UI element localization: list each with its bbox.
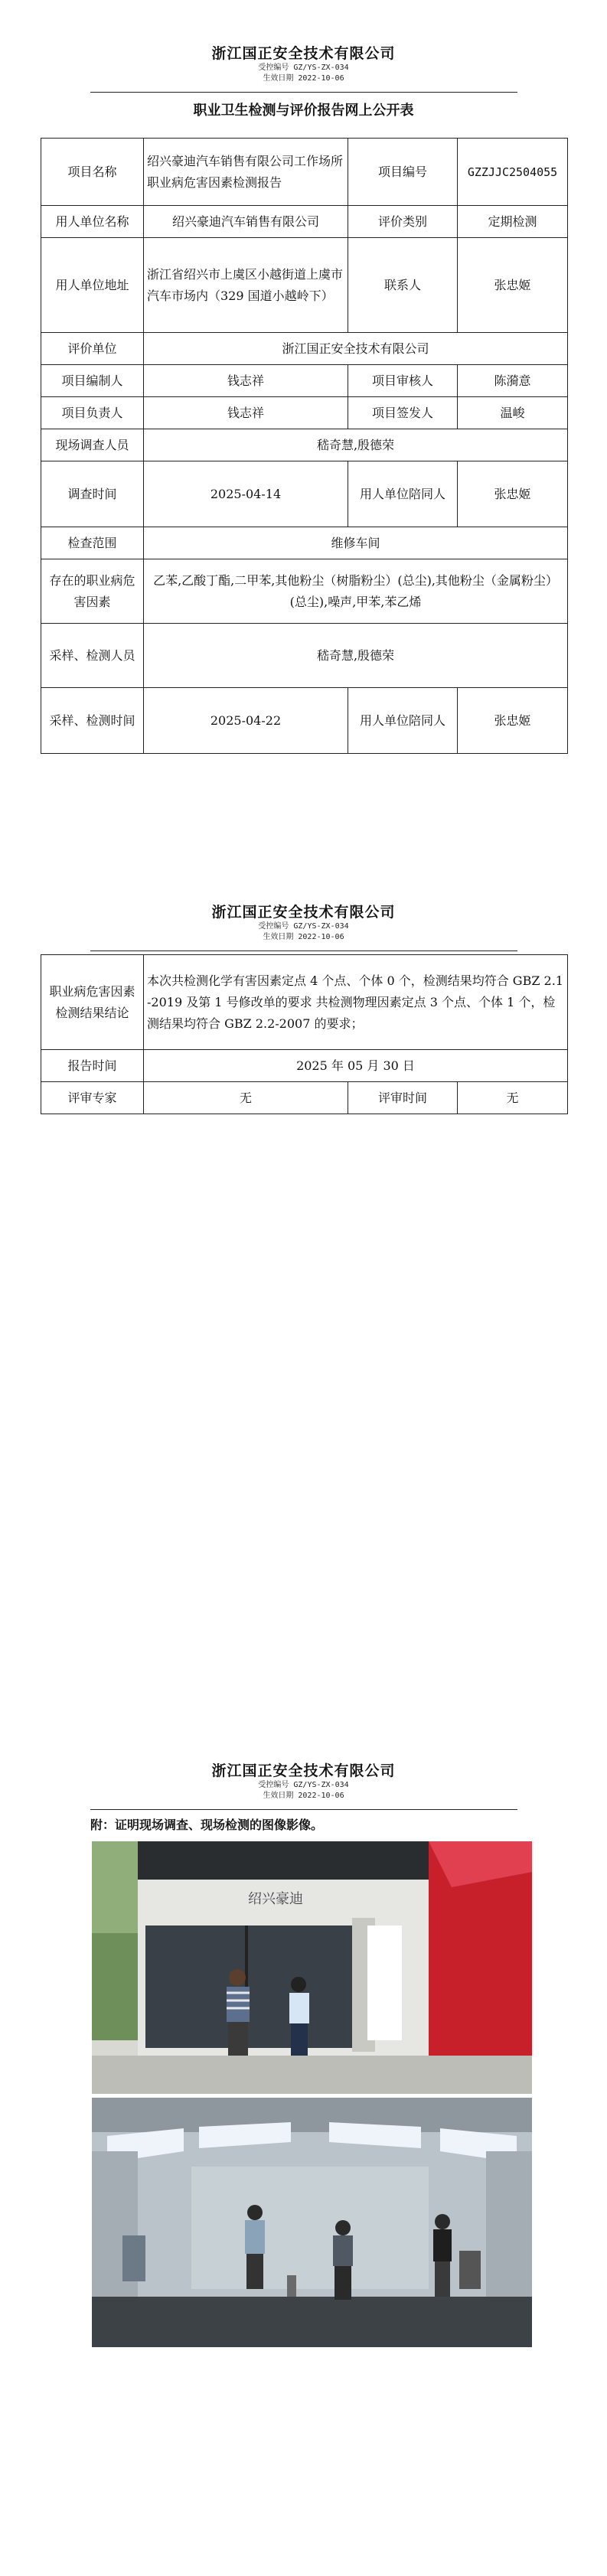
header-rule: [90, 92, 517, 93]
accompany2-label: 用人单位陪同人: [348, 688, 458, 754]
conclusion-value: 本次共检测化学有害因素定点 4 个点、个体 0 个，检测结果均符合 GBZ 2.1-2019 及第 1 号修改单的要求 共检测物理因素定点 3 个点、个体 1 个，检测结果均符合 GBZ 2.2-2007 的要求；: [144, 955, 568, 1050]
investigators-value: 嵇奇慧,殷德荣: [144, 429, 568, 461]
accompany2-value: 张忠姬: [458, 688, 568, 754]
table-row: [41, 238, 568, 333]
company-name: 浙江国正安全技术有限公司: [211, 904, 396, 921]
company-name: 浙江国正安全技术有限公司: [211, 1762, 396, 1779]
table-row: [41, 429, 568, 461]
evaluator-label: 评价单位: [41, 333, 144, 365]
table-row: [41, 688, 568, 754]
scope-label: 检查范围: [41, 527, 144, 559]
effective-date: 生效日期 2022-10-06: [263, 933, 344, 941]
contact-value: 张忠姬: [458, 238, 568, 333]
conclusion-table: [41, 954, 568, 1114]
document-title: 职业卫生检测与评价报告网上公开表: [193, 103, 414, 119]
company-name: 浙江国正安全技术有限公司: [211, 45, 396, 62]
investigators-label: 现场调查人员: [41, 429, 144, 461]
header-rule: [90, 1809, 517, 1810]
sample-time-value: 2025-04-22: [144, 688, 348, 754]
samplers-value: 嵇奇慧,殷德荣: [144, 624, 568, 688]
survey-time-value: 2025-04-14: [144, 461, 348, 527]
expert-label: 评审专家: [41, 1082, 144, 1114]
compiler-value: 钱志祥: [144, 365, 348, 397]
compiler-label: 项目编制人: [41, 365, 144, 397]
project-name-label: 项目名称: [41, 139, 144, 206]
review-time-label: 评审时间: [348, 1082, 458, 1114]
samplers-label: 采样、检测人员: [41, 624, 144, 688]
review-time-value: 无: [458, 1082, 568, 1114]
site-survey-photo: [92, 1841, 532, 2094]
table-row: [41, 397, 568, 429]
table-row: [41, 461, 568, 527]
control-number: 受控编号 GZ/YS-ZX-034: [258, 64, 349, 72]
scope-value: 维修车间: [144, 527, 568, 559]
hazards-value: 乙苯,乙酸丁酯,二甲苯,其他粉尘（树脂粉尘）(总尘),其他粉尘（金属粉尘）(总尘),噪声,甲苯,苯乙烯: [144, 559, 568, 624]
reviewer-value: 陈漪意: [458, 365, 568, 397]
project-no-label: 项目编号: [348, 139, 458, 206]
eval-type-label: 评价类别: [348, 206, 458, 238]
page-header: [0, 42, 607, 84]
page-header: [0, 1759, 607, 1802]
leader-label: 项目负责人: [41, 397, 144, 429]
leader-value: 钱志祥: [144, 397, 348, 429]
expert-value: 无: [144, 1082, 348, 1114]
project-name-value: 绍兴豪迪汽车销售有限公司工作场所职业病危害因素检测报告: [144, 139, 348, 206]
project-info-table: [41, 138, 568, 754]
site-survey-photo-image: [92, 1841, 532, 2094]
report-time-value: 2025 年 05 月 30 日: [144, 1050, 568, 1082]
store-sign-text: 绍兴豪迪: [248, 1891, 303, 1907]
address-value: 浙江省绍兴市上虞区小越街道上虞市汽车市场内（329 国道小越岭下）: [144, 238, 348, 333]
sample-time-label: 采样、检测时间: [41, 688, 144, 754]
issuer-value: 温峻: [458, 397, 568, 429]
table-row: [41, 624, 568, 688]
address-label: 用人单位地址: [41, 238, 144, 333]
accompany-value: 张忠姬: [458, 461, 568, 527]
hazards-label: 存在的职业病危害因素: [41, 559, 144, 624]
site-testing-photo: [92, 2098, 532, 2347]
project-no-value: GZZJJC2504055: [458, 139, 568, 206]
effective-date: 生效日期 2022-10-06: [263, 1792, 344, 1800]
page-header: [0, 901, 607, 943]
control-number: 受控编号 GZ/YS-ZX-034: [258, 922, 349, 931]
evaluator-value: 浙江国正安全技术有限公司: [144, 333, 568, 365]
table-row: [41, 1082, 568, 1114]
eval-type-value: 定期检测: [458, 206, 568, 238]
employer-value: 绍兴豪迪汽车销售有限公司: [144, 206, 348, 238]
conclusion-label: 职业病危害因素检测结果结论: [41, 955, 144, 1050]
page-2: [0, 859, 607, 1717]
accompany-label: 用人单位陪同人: [348, 461, 458, 527]
attachment-title: 附：证明现场调查、现场检测的图像影像。: [90, 1818, 324, 1832]
page-3: [0, 1717, 607, 2576]
table-row: [41, 559, 568, 624]
table-row: [41, 365, 568, 397]
report-time-label: 报告时间: [41, 1050, 144, 1082]
control-number: 受控编号 GZ/YS-ZX-034: [258, 1781, 349, 1789]
effective-date: 生效日期 2022-10-06: [263, 74, 344, 83]
table-row: [41, 139, 568, 206]
employer-label: 用人单位名称: [41, 206, 144, 238]
table-row: [41, 206, 568, 238]
issuer-label: 项目签发人: [348, 397, 458, 429]
reviewer-label: 项目审核人: [348, 365, 458, 397]
site-testing-photo-image: [92, 2098, 532, 2347]
survey-time-label: 调查时间: [41, 461, 144, 527]
table-row: [41, 333, 568, 365]
table-row: [41, 955, 568, 1050]
table-row: [41, 1050, 568, 1082]
table-row: [41, 527, 568, 559]
contact-label: 联系人: [348, 238, 458, 333]
